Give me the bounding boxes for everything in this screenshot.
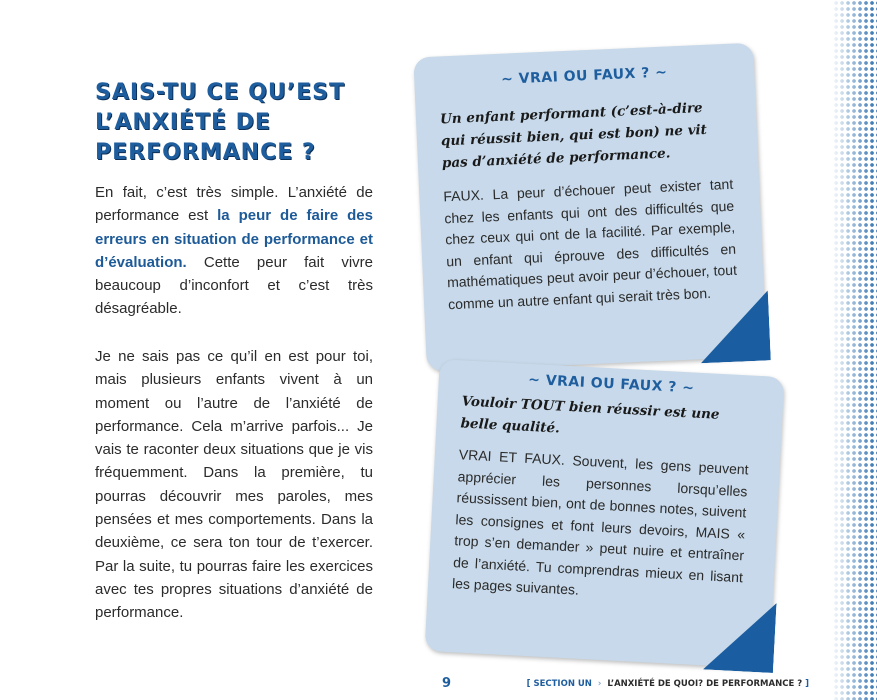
intro-highlight: la peur de faire des erreurs en situation de performance et d’évaluation. bbox=[95, 207, 373, 271]
story-paragraph: Je ne sais pas ce qu’il en est pour toi, mais plusieurs enfants vivent à un moment ou l’autre de l’anxiété de performance. Cela m’arrive parfois... Je vais te raconter deux situations que je vis fréquemment. Dans la première, tu pourras découvrir mes paroles, mes pensées et mes comportements. Dans la deuxième, ce sera ton tour de t’exercer. Par la suite, tu pourras faire les exercices avec tes propres situations d’anxiété de performance. bbox=[95, 348, 373, 622]
intro-text-end: Cette peur fait vivre beaucoup d’inconfort et c’est très désagréable. bbox=[95, 253, 373, 318]
card-heading: ~ VRAI OU FAUX ? ~ bbox=[500, 64, 668, 88]
page-number: 9 bbox=[442, 676, 452, 691]
card-question: Un enfant performant (c’est-à-dire qui réussit bien, qui est bon) ne vit pas d’anxiété de performance. bbox=[439, 100, 708, 172]
true-false-card-2 bbox=[425, 359, 785, 669]
intro-text-start: En fait, c’est très simple. L’anxiété de performance est bbox=[95, 184, 373, 225]
card-answer: VRAI ET FAUX. Souvent, les gens peuvent apprécier les personnes lorsqu’elles réussissent bien, ont de bonnes notes, suivent les consignes et font leurs devoirs, MAIS « trop s’en demander » peut nuire et entraîner de l’anxiété. Tu comprendras mieux en lisant les pages suivantes. bbox=[451, 446, 749, 598]
dotted-border-decoration bbox=[833, 0, 877, 700]
card-heading: ~ VRAI OU FAUX ? ~ bbox=[527, 371, 695, 397]
page-fold-decoration bbox=[703, 599, 777, 673]
true-false-card-1 bbox=[413, 43, 766, 372]
breadcrumb-open-bracket: [ bbox=[526, 679, 531, 689]
card-answer: FAUX. La peur d’échouer peut exister tant chez les enfants qui ont des difficultés que chez ceux qui ont de la facilité. Par exemple, un enfant qui éprouve des difficultés en mathématiques peut avoir peur d’échouer, tout comme un autre enfant qui serait très bon. bbox=[443, 175, 738, 312]
breadcrumb-close-bracket: ] bbox=[805, 679, 809, 689]
chevron-right-icon: › bbox=[597, 679, 602, 689]
card-question: Vouloir TOUT bien réussir est une belle qualité. bbox=[460, 393, 720, 437]
breadcrumb-chapter: L’ANXIÉTÉ DE QUOI? DE PERFORMANCE ? bbox=[607, 679, 803, 689]
page-title: SAIS-TU CE QU’EST L’ANXIÉTÉ DE PERFORMANCE ? bbox=[95, 80, 345, 165]
section-breadcrumb bbox=[527, 679, 809, 689]
breadcrumb-section: SECTION UN bbox=[533, 679, 592, 689]
intro-paragraph bbox=[95, 181, 373, 321]
